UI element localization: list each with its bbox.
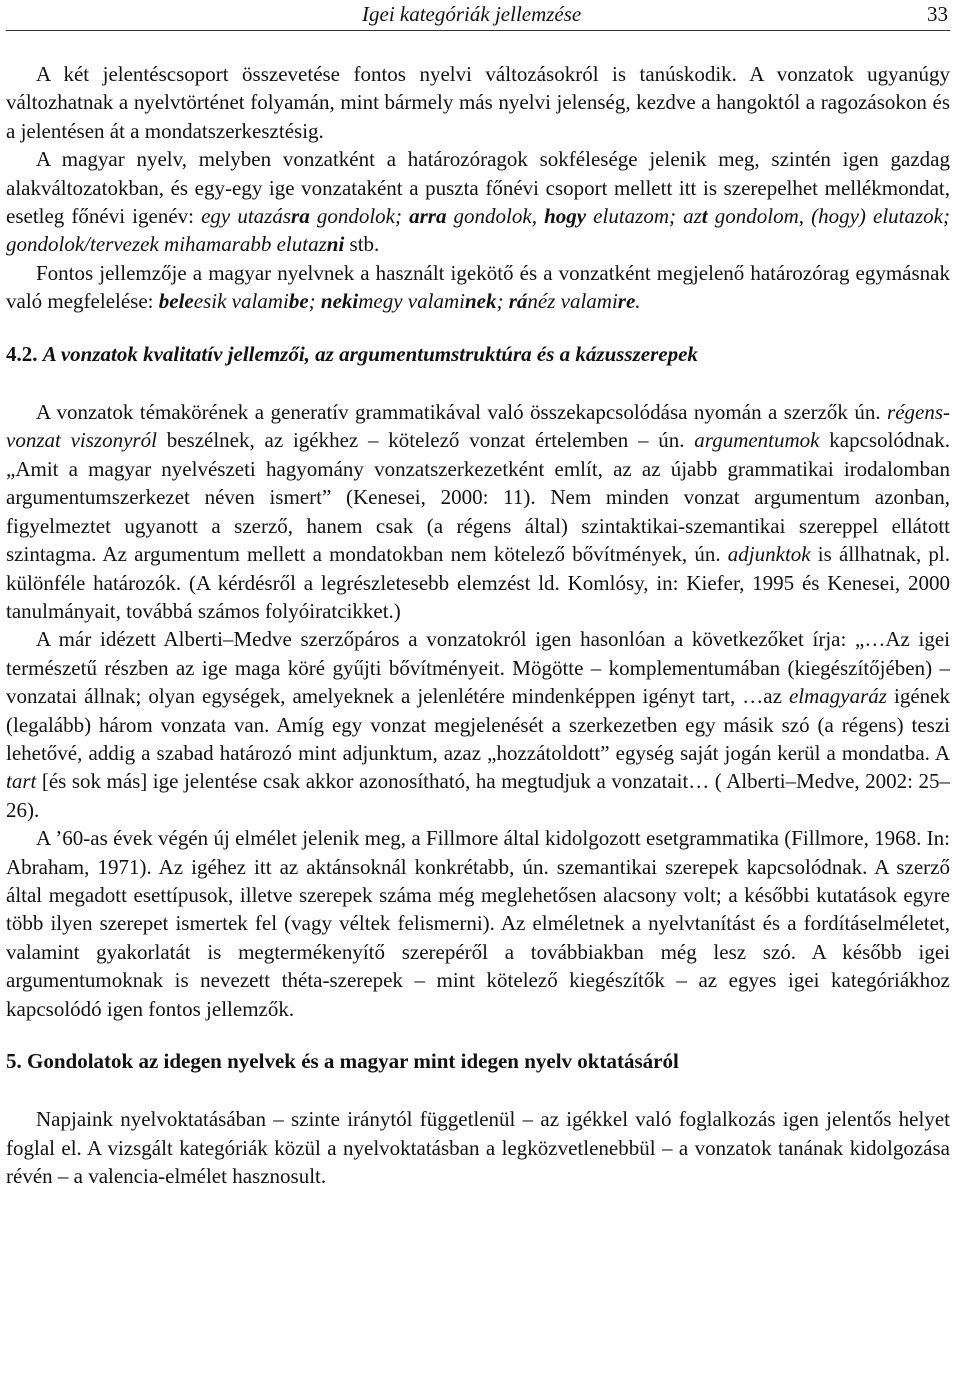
term-italic: adjunktok: [727, 542, 811, 567]
spacer: [6, 316, 950, 340]
example-run: ;: [308, 289, 321, 314]
spacer: [6, 1023, 950, 1047]
paragraph-4: [6, 398, 950, 625]
running-title: Igei kategóriák jellemzése: [362, 2, 582, 26]
spacer: [6, 368, 950, 398]
text-run: Fontos jellemzője a magyar nyelvnek a használt igekötő és a vonzatként megjelenő határozórag egymásnak való megfelelése:: [6, 260, 950, 314]
body-text: [6, 60, 950, 1191]
example-emphasis: re: [617, 289, 636, 314]
paragraph-3: [6, 259, 950, 316]
text-run: beszélnek, az igékhez – kötelező vonzat értelemben – ún.: [156, 428, 695, 453]
section-title: A vonzatok kvalitatív jellemzői, az argumentumstruktúra és a kázusszerepek: [42, 341, 698, 366]
example-run: egy utazás: [201, 204, 292, 229]
example-run: néz valami: [527, 289, 618, 314]
example-emphasis: t: [701, 204, 708, 229]
term-italic: elmagyaráz: [788, 684, 887, 709]
example-run: gondolok,: [446, 204, 545, 229]
running-header: [6, 0, 950, 31]
example-emphasis: ra: [291, 204, 310, 229]
example-run: esik valami: [193, 289, 289, 314]
example-emphasis: ni: [326, 232, 345, 257]
term-italic: argumentumok: [694, 428, 820, 453]
paragraph-2: [6, 145, 950, 259]
example-emphasis: hogy: [544, 204, 587, 229]
section-number: 4.2.: [6, 341, 38, 366]
text-run: igének (legalább) három vonzata van. Amíg egy vonzat megjelenését a szerkezetben egy másik szó (a régens) teszi lehetővé, addig a szabad határozó mint adjunktum, azaz „hozzátoldott” egység saját jogán kerül a mondatba. A: [6, 684, 950, 765]
paragraph-5: [6, 625, 950, 824]
section-heading-5: 5. Gondolatok az idegen nyelvek és a magyar mint idegen nyelv oktatásáról: [6, 1049, 679, 1073]
text-run: stb.: [344, 232, 380, 257]
example-emphasis: neki: [320, 289, 359, 314]
text-run: [és sok más] ige jelentése csak akkor azonosítható, ha megtudjuk a vonzatait… ( Alberti–Medve, 2002: 25–26).: [6, 769, 950, 822]
section-heading-4-2: [6, 340, 950, 368]
example-run: gondolok;: [309, 204, 410, 229]
paragraph-6: A ’60-as évek végén új elmélet jelenik meg, a Fillmore által kidolgozott esetgrammatika (Fillmore, 1968. In: Abraham, 1971). Az igéhez itt az aktánsoknál konkrétabb, ún. szemantikai szerepek kapcsolódnak. A szerző által megadott esettípusok, illetve szerepek száma még meglehetősen alacsony volt; a későbbi kutatások egyre több ilyen szerepet ismertek fel (vagy véltek felismerni). Az elméletnek a nyelvtanítást és a fordításelméletet, valamint gyakorlatát is megtermékenyítő szerepéről a továbbiakban még lesz szó. A később igei argumentumoknak is nevezett théta-szerepek – mint kötelező kiegészítők – az egyes igei kategóriákhoz kapcsolódó igen fontos jellemzők.: [6, 826, 950, 1021]
paragraph-1: A két jelentéscsoport összevetése fontos nyelvi változásokról is tanúskodik. A vonzatok ugyanúgy változhatnak a nyelvtörténet folyamán, mint bármely más nyelvi jelenség, kezdve a hangoktól a ragozásokon és a jelentésen át a mondatszerkesztésig.: [6, 62, 950, 143]
example-run: ;: [496, 289, 509, 314]
example-emphasis: nek: [464, 289, 497, 314]
text-run: A vonzatok témakörének a generatív grammatikával való összekapcsolódása nyomán a szerzők ún.: [36, 400, 888, 425]
example-emphasis: be: [288, 289, 309, 314]
term-italic: régens-vonzat viszonyról: [6, 400, 950, 453]
example-run: elutazom; az: [586, 204, 702, 229]
text-run: A már idézett Alberti–Medve szerzőpáros a vonzatokról igen hasonlóan a következőket írja: „…Az igei természetű részben az ige maga köré gyűjti bővítményeit. Mögötte – komplementumában (kiegészítőjében) – vonzatai állnak; olyan egységek, amelyeknek a jelenlétére mindenképpen igényt tart, …az: [6, 627, 950, 709]
page-number: 33: [927, 2, 948, 26]
term-italic: tart: [6, 769, 37, 794]
example-run: .: [635, 289, 641, 314]
spacer: [6, 1075, 950, 1105]
text-run: A magyar nyelv, melyben vonzatként a határozóragok sokfélesége jelenik meg, szintén igen gazdag alakváltozatokban, és egy-egy ige vonzataként a puszta főnévi csoport mellett itt is szerepelhet mellékmondat, esetleg főnévi igenév:: [6, 147, 950, 229]
example-run: gondolom, (hogy) elutazok; gondolok/tervezek mihamarabb elutaz: [6, 204, 950, 257]
text-run: kapcsolódnak. „Amit a magyar nyelvészeti hagyomány vonzatszerkezetként említ, az az újabb grammatikai irodalomban argumentumszerkezet néven ismert” (Kenesei, 2000: 11). Nem minden vonzat argumentum azonban, figyelmeztet ugyanott a szerző, hanem csak (a régens által) szintaktikai-szemantikai szereppel ellátott szintagma. Az argumentum mellett a mondatokban nem kötelező bővítmények, ún.: [6, 428, 950, 567]
example-emphasis: rá: [508, 289, 528, 314]
text-run: is állhatnak, pl. különféle határozók. (A kérdésről a legrészletesebb elemzést ld. Komlósy, in: Kiefer, 1995 és Kenesei, 2000 tanulmányait, továbbá számos folyóiratcikket.): [6, 542, 950, 623]
example-emphasis: arra: [409, 204, 447, 229]
paragraph-7: Napjaink nyelvoktatásában – szinte iránytól függetlenül – az igékkel való foglalkozás igen jelentős helyet foglal el. A vizsgált kategóriák közül a nyelvoktatásban a legközvetlenebbül – a vonzatok tanának kidolgozása révén – a valencia-elmélet hasznosult.: [6, 1107, 950, 1189]
example-run: megy valami: [358, 289, 465, 314]
example-emphasis: bele: [158, 289, 194, 314]
